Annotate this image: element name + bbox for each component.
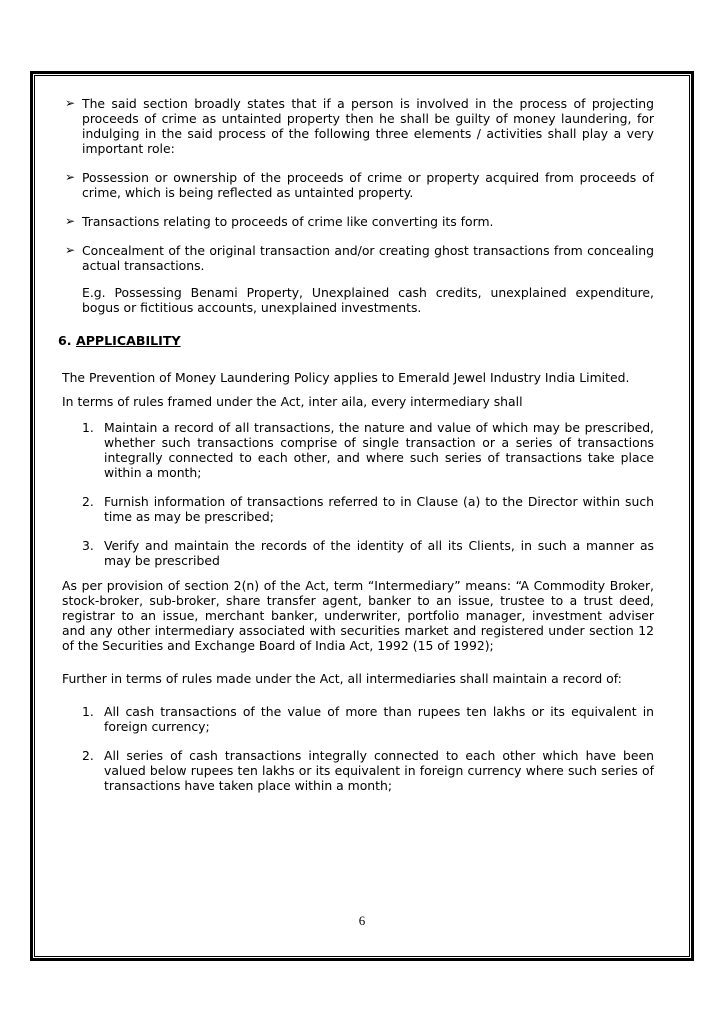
section-heading (58, 333, 654, 348)
records-list (62, 704, 654, 793)
arrow-bullet-icon: ➢ (65, 243, 76, 257)
page-number: 6 (358, 913, 366, 928)
arrow-bullet-icon: ➢ (65, 170, 76, 184)
paragraph-intermediary-definition: As per provision of section 2(n) of the Act, term “Intermediary” means: “A Commodity Broker, stock-broker, sub-broker, share transfer agent, banker to an issue, trustee to a trust deed, registrar to an issue, merchant banker, underwriter, portfolio manager, investment adviser and any other intermediary associated with securities market and registered under section 12 of the Securities and Exchange Board of India Act, 1992 (15 of 1992); (62, 578, 654, 653)
section-title: APPLICABILITY (75, 333, 181, 348)
list-item: 3. Verify and maintain the records of the identity of all its Clients, in such a manner as may be prescribed (82, 538, 654, 568)
paragraph-further: Further in terms of rules made under the Act, all intermediaries shall maintain a record of: (62, 671, 622, 686)
bullet-item: ➢ Concealment of the original transaction and/or creating ghost transactions from concealing actual transactions. (65, 243, 654, 273)
list-item: 2. Furnish information of transactions referred to in Clause (a) to the Director within such time as may be prescribed; (82, 494, 654, 524)
obligations-list (62, 420, 654, 568)
paragraph-applies: The Prevention of Money Laundering Policy applies to Emerald Jewel Industry India Limited. (62, 370, 630, 385)
section-number: 6. (58, 333, 72, 348)
arrow-bullet-icon: ➢ (65, 96, 76, 110)
document-body (58, 96, 654, 793)
bullet-example: E.g. Possessing Benami Property, Unexplained cash credits, unexplained expenditure, bogus or fictitious accounts, unexplained investments. (82, 285, 654, 315)
bullet-item: ➢ Transactions relating to proceeds of crime like converting its form. (65, 214, 494, 229)
list-item: 2. All series of cash transactions integrally connected to each other which have been valued below rupees ten lakhs or its equivalent in foreign currency where such series of transactions have taken place within a month; (82, 748, 654, 793)
bullet-item: ➢ The said section broadly states that if a person is involved in the process of projecting proceeds of crime as untainted property then he shall be guilty of money laundering, for indulging in the said process of the following three elements / activities shall play a very important role: (65, 96, 654, 156)
paragraph-terms: In terms of rules framed under the Act, inter aila, every intermediary shall (62, 394, 523, 409)
list-item: 1. Maintain a record of all transactions, the nature and value of which may be prescribed, whether such transactions comprise of single transaction or a series of transactions integrally connected to each other, and where such series of transactions take place within a month; (82, 420, 654, 480)
list-item: 1. All cash transactions of the value of more than rupees ten lakhs or its equivalent in foreign currency; (82, 704, 654, 734)
bullet-item: ➢ Possession or ownership of the proceeds of crime or property acquired from proceeds of crime, which is being reflected as untainted property. (65, 170, 654, 200)
arrow-bullet-icon: ➢ (65, 214, 76, 228)
